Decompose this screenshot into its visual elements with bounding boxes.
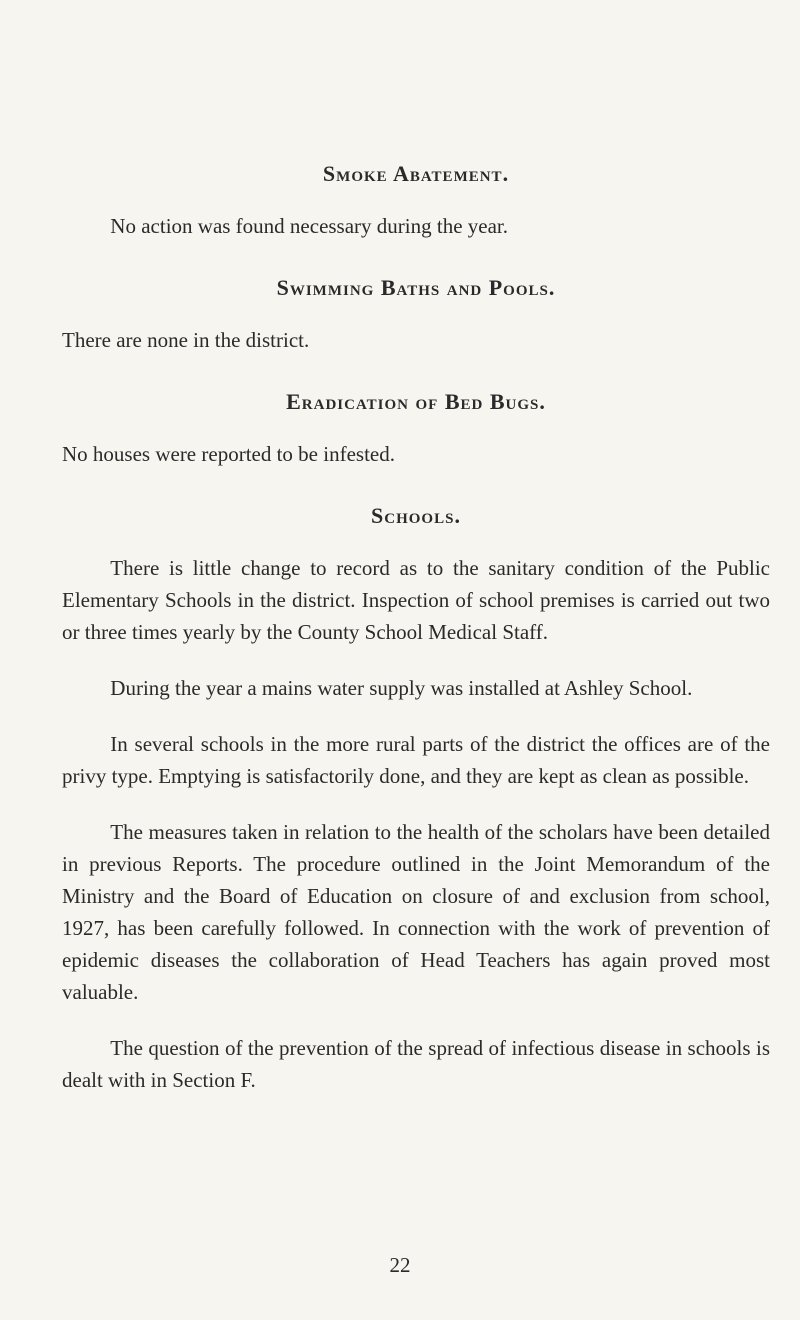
schools-paragraph: The question of the prevention of the spread of infectious disease in schools is dealt with in Section F. <box>62 1036 770 1092</box>
smoke-abatement-text: No action was found necessary during the year. <box>110 214 509 238</box>
section-heading-schools: Schools. <box>371 503 461 528</box>
section-heading-smoke-abatement: Smoke Abatement. <box>322 161 510 186</box>
page-number: 22 <box>389 1253 411 1277</box>
schools-paragraph: In several schools in the more rural parts of the district the offices are of the privy type. Emptying is satisfactorily done, and they are kept as clean as possible. <box>62 732 770 788</box>
swimming-baths-text: There are none in the district. <box>62 328 310 352</box>
schools-paragraph: The measures taken in relation to the health of the scholars have been detailed in previous Reports. The procedure outlined in the Joint Memorandum of the Ministry and the Board of Education on closure of and exclusion from school, 1927, has been carefully followed. In connection with the work of prevention of epidemic diseases the collaboration of Head Teachers has again proved most valuable. <box>62 820 770 1004</box>
section-heading-swimming-baths: Swimming Baths and Pools. <box>276 275 556 300</box>
document-page <box>62 158 770 1096</box>
schools-paragraph: During the year a mains water supply was installed at Ashley School. <box>110 676 693 700</box>
schools-paragraph: There is little change to record as to the sanitary condition of the Public Elementary Schools in the district. Inspection of school premises is carried out two or three times yearly by the County School Medical Staff. <box>62 556 770 644</box>
section-heading-bed-bugs: Eradication of Bed Bugs. <box>286 389 546 414</box>
bed-bugs-text: No houses were reported to be infested. <box>62 442 395 466</box>
